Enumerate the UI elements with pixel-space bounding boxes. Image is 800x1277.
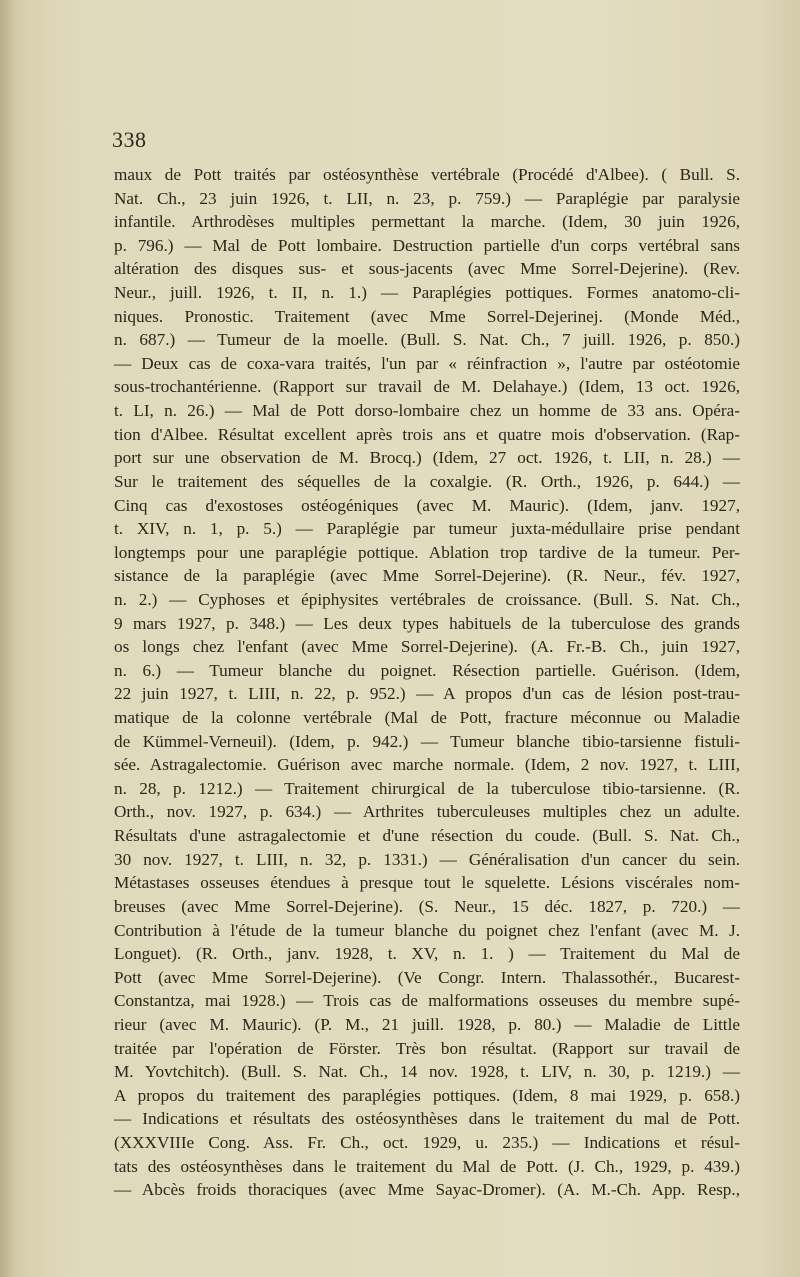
text-line: A propos du traitement des paraplégies pottiques. (Idem, 8 mai 1929, p. 658.) bbox=[114, 1085, 740, 1105]
page-number: 338 bbox=[112, 127, 147, 152]
text-line: sée. Astragalectomie. Guérison avec marche normale. (Idem, 2 nov. 1927, t. LIII, bbox=[114, 755, 740, 775]
text-line: maux de Pott traités par ostéosynthèse vertébrale (Procédé d'Albee). ( Bull. S. bbox=[114, 165, 740, 184]
text-line: breuses (avec Mme Sorrel-Dejerine). (S. Neur., 15 déc. 1827, p. 720.) — bbox=[114, 896, 740, 916]
text-line: — Indications et résultats des ostéosynthèses dans le traitement du mal de Pott. bbox=[114, 1109, 740, 1129]
text-line: Métastases osseuses étendues à presque tout le squelette. Lésions viscérales nom- bbox=[114, 873, 740, 893]
text-line: de Kümmel-Verneuil). (Idem, p. 942.) — Tumeur blanche tibio-tarsienne fistuli- bbox=[114, 731, 740, 751]
text-line: infantile. Arthrodèses multiples permettant la marche. (Idem, 30 juin 1926, bbox=[114, 212, 740, 232]
text-line: Cinq cas d'exostoses ostéogéniques (avec M. Mauric). (Idem, janv. 1927, bbox=[114, 495, 740, 515]
text-line: Résultats d'une astragalectomie et d'une résection du coude. (Bull. S. Nat. Ch., bbox=[114, 826, 740, 846]
text-line: n. 6.) — Tumeur blanche du poignet. Résection partielle. Guérison. (Idem, bbox=[114, 660, 740, 680]
text-line: sous-trochantérienne. (Rapport sur travail de M. Delahaye.) (Idem, 13 oct. 1926, bbox=[114, 377, 740, 397]
text-line: tion d'Albee. Résultat excellent après trois ans et quatre mois d'observation. (Rap- bbox=[114, 424, 740, 444]
text-line: Longuet). (R. Orth., janv. 1928, t. XV, n. 1. ) — Traitement du Mal de bbox=[114, 944, 740, 964]
text-line: p. 796.) — Mal de Pott lombaire. Destruction partielle d'un corps vertébral sans bbox=[114, 235, 740, 255]
text-line: t. LI, n. 26.) — Mal de Pott dorso-lombaire chez un homme de 33 ans. Opéra- bbox=[114, 401, 740, 421]
bibliography-text bbox=[114, 163, 740, 1202]
text-line: n. 28, p. 1212.) — Traitement chirurgical de la tuberculose tibio-tarsienne. (R. bbox=[114, 778, 740, 798]
text-line: — Deux cas de coxa-vara traités, l'un par « réinfraction », l'autre par ostéotomie bbox=[114, 353, 740, 373]
text-line: 9 mars 1927, p. 348.) — Les deux types habituels de la tuberculose des grands bbox=[114, 613, 740, 633]
text-line: os longs chez l'enfant (avec Mme Sorrel-Dejerine). (A. Fr.-B. Ch., juin 1927, bbox=[114, 637, 740, 657]
text-line: rieur (avec M. Mauric). (P. M., 21 juill. 1928, p. 80.) — Maladie de Little bbox=[114, 1014, 740, 1034]
text-line: Orth., nov. 1927, p. 634.) — Arthrites tuberculeuses multiples chez un adulte. bbox=[114, 802, 740, 822]
text-line: traitée par l'opération de Förster. Très bon résultat. (Rapport sur travail de bbox=[114, 1038, 740, 1058]
text-line: tats des ostéosynthèses dans le traitement du Mal de Pott. (J. Ch., 1929, p. 439.) bbox=[114, 1156, 740, 1176]
text-line: 30 nov. 1927, t. LIII, n. 32, p. 1331.) — Généralisation d'un cancer du sein. bbox=[114, 849, 740, 869]
text-line: 22 juin 1927, t. LIII, n. 22, p. 952.) — A propos d'un cas de lésion post-trau- bbox=[114, 684, 740, 704]
text-line: niques. Pronostic. Traitement (avec Mme Sorrel-Dejerinej. (Monde Méd., bbox=[114, 306, 740, 326]
text-line: t. XIV, n. 1, p. 5.) — Paraplégie par tumeur juxta-médullaire prise pendant bbox=[114, 519, 740, 539]
text-line: n. 687.) — Tumeur de la moelle. (Bull. S. Nat. Ch., 7 juill. 1926, p. 850.) bbox=[114, 330, 740, 350]
page-edge-shadow bbox=[0, 0, 14, 1277]
text-line: n. 2.) — Cyphoses et épiphysites vertébrales de croissance. (Bull. S. Nat. Ch., bbox=[114, 589, 740, 609]
text-line: longtemps pour une paraplégie pottique. Ablation trop tardive de la tumeur. Per- bbox=[114, 542, 740, 562]
text-line: Pott (avec Mme Sorrel-Dejerine). (Ve Congr. Intern. Thalassothér., Bucarest- bbox=[114, 967, 740, 987]
text-line: altération des disques sus- et sous-jacents (avec Mme Sorrel-Dejerine). (Rev. bbox=[114, 259, 740, 279]
text-line: Constantza, mai 1928.) — Trois cas de malformations osseuses du membre supé- bbox=[114, 991, 740, 1011]
text-line: matique de la colonne vertébrale (Mal de Pott, fracture méconnue ou Maladie bbox=[114, 708, 740, 728]
text-line: Nat. Ch., 23 juin 1926, t. LII, n. 23, p. 759.) — Paraplégie par paralysie bbox=[114, 188, 740, 208]
text-line: (XXXVIIIe Cong. Ass. Fr. Ch., oct. 1929, u. 235.) — Indications et résul- bbox=[114, 1132, 740, 1152]
text-line: Sur le traitement des séquelles de la coxalgie. (R. Orth., 1926, p. 644.) — bbox=[114, 471, 740, 491]
text-line: port sur une observation de M. Brocq.) (Idem, 27 oct. 1926, t. LII, n. 28.) — bbox=[114, 448, 740, 468]
text-line: Neur., juill. 1926, t. II, n. 1.) — Paraplégies pottiques. Formes anatomo-cli- bbox=[114, 283, 740, 303]
text-line: Contribution à l'étude de la tumeur blanche du poignet chez l'enfant (avec M. J. bbox=[114, 920, 740, 940]
text-line: M. Yovtchitch). (Bull. S. Nat. Ch., 14 nov. 1928, t. LIV, n. 30, p. 1219.) — bbox=[114, 1062, 740, 1082]
text-line: — Abcès froids thoraciques (avec Mme Sayac-Dromer). (A. M.-Ch. App. Resp., bbox=[114, 1180, 740, 1200]
text-line: sistance de la paraplégie (avec Mme Sorrel-Dejerine). (R. Neur., fév. 1927, bbox=[114, 566, 740, 586]
